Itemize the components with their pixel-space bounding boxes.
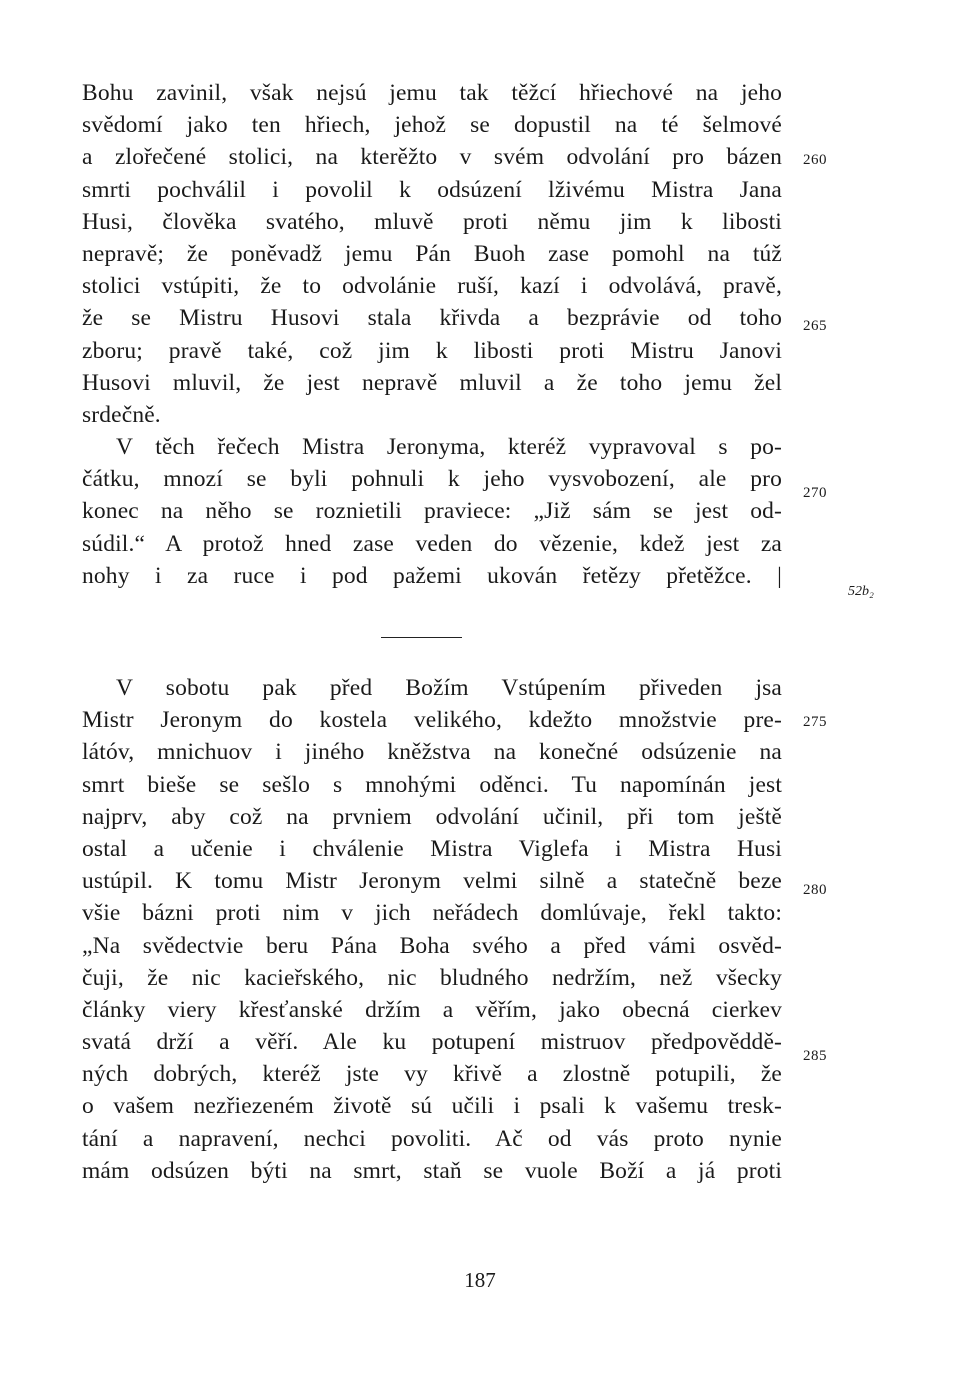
text-line: najprv, aby což na prvniem odvolání učinil, při tom ještě xyxy=(82,803,782,830)
text-line: že se Mistru Husovi stala křivda a bezprávie od toho xyxy=(82,305,782,332)
text-line: svatá drží a věří. Ale ku potupení mistruov předpověddě- xyxy=(82,1029,782,1056)
margin-folio-note: 52b₂ xyxy=(848,584,874,599)
text-line: všie bázni proti nim v jich neřádech domlúvaje, řekl takto: xyxy=(82,900,782,927)
text-line: látóv, mnichuov i jiného kněžstva na konečné odsúzenie na xyxy=(82,739,782,766)
line-number-275: 275 xyxy=(803,714,827,730)
text-line: Husi, člověka svatého, mluvě proti němu jim k libosti xyxy=(82,208,782,235)
text-line: Husovi mluvil, že jest nepravě mluvil a že toho jemu žel xyxy=(82,369,782,396)
text-line: a zlořečené stolici, na kterěžto v svém odvolání pro bázen xyxy=(82,144,782,171)
text-line: tání a napravení, nechci povoliti. Ač od vás proto nynie xyxy=(82,1125,782,1152)
text-line: mám odsúzen býti na smrt, staň se vuole Boží a já proti xyxy=(82,1157,782,1184)
page-number: 187 xyxy=(464,1268,496,1292)
text-line: smrti pochválil i povolil k odsúzení lživému Mistra Jana xyxy=(82,176,782,203)
text-line: srdečně. xyxy=(82,401,161,428)
text-line: stolici vstúpiti, že to odvolánie ruší, kazí i odvolává, pravě, xyxy=(82,273,782,300)
text-line: ustúpil. K tomu Mistr Jeronym velmi silně a statečně beze xyxy=(82,868,782,895)
text-line: Mistr Jeronym do kostela velikého, kdežto množstvie pre- xyxy=(82,707,782,734)
text-line: nohy i za ruce i pod pažemi ukován řetězy přetěžce. | xyxy=(82,562,782,589)
text-line: o vašem nezřiezeném životě sú učili i psali k vašemu tresk- xyxy=(82,1093,782,1120)
section-divider xyxy=(381,637,462,638)
text-line: zboru; pravě také, což jim k libosti proti Mistru Janovi xyxy=(82,337,782,364)
text-line: súdil.“ A protož hned zase veden do vězenie, kdež jest za xyxy=(82,530,782,557)
text-line: smrt bieše se sešlo s mnohými oděnci. Tu napomínán jest xyxy=(82,771,782,798)
text-line: svědomí jako ten hřiech, jehož se dopustil na té šelmové xyxy=(82,112,782,139)
text-line: V těch řečech Mistra Jeronyma, kteréž vypravoval s po- xyxy=(116,434,782,461)
text-line: ných dobrých, kteréž jste vy křivě a zlostně potupili, že xyxy=(82,1061,782,1088)
text-line: konec na něho se roznietili praviece: „Již sám se jest od- xyxy=(82,498,782,525)
line-number-285: 285 xyxy=(803,1048,827,1064)
text-block-lower xyxy=(82,672,782,1187)
text-line: nepravě; že poněvadž jemu Pán Buoh zase pomohl na túž xyxy=(82,240,782,267)
text-line: Bohu zavinil, však nejsú jemu tak těžcí hřiechové na jeho xyxy=(82,80,782,106)
text-line: články viery křesťanské držím a věřím, jako obecná cierkev xyxy=(82,996,782,1023)
line-number-270: 270 xyxy=(803,485,827,501)
line-number-265: 265 xyxy=(803,318,827,334)
text-line: ostal a učenie i chválenie Mistra Viglefa i Mistra Husi xyxy=(82,835,782,862)
text-line: V sobotu pak před Božím Vstúpením přiveden jsa xyxy=(116,675,782,701)
text-line: „Na svědectvie beru Pána Boha svého a před vámi osvěd- xyxy=(82,932,782,959)
line-number-280: 280 xyxy=(803,882,827,898)
text-block-upper xyxy=(82,77,782,592)
text-line: čátku, mnozí se byli pohnuli k jeho vysvobození, ale pro xyxy=(82,466,782,493)
line-number-260: 260 xyxy=(803,152,827,168)
text-line: čuji, že nic kacieřského, nic bludného nedržím, než všecky xyxy=(82,964,782,991)
